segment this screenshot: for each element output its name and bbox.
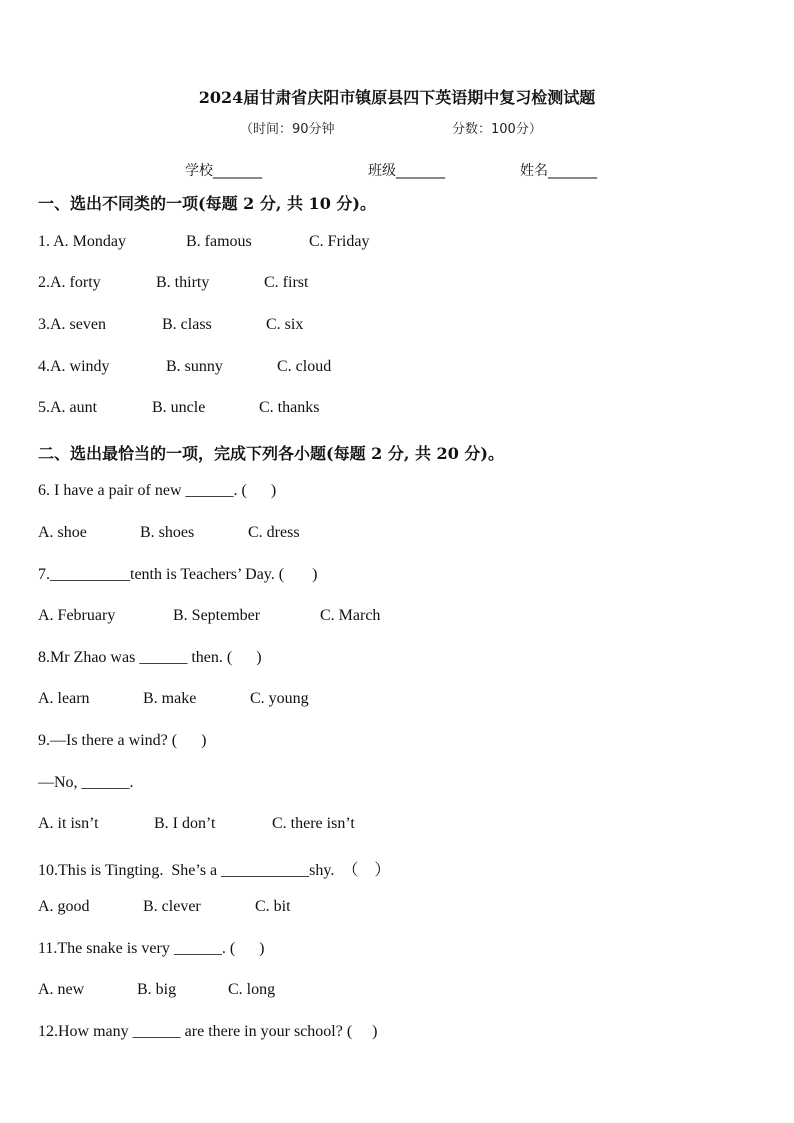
section1-heading: 一、选出不同类的一项(每题 2 分, 共 10 分)。 (38, 194, 376, 213)
question-11-c: C. long (228, 981, 276, 998)
page-title: 2024届甘肃省庆阳市镇原县四下英语期中复习检测试题 (198, 88, 596, 107)
question-10-stem: 10.This is Tingting. She’s a ___________shy. （ ） (38, 862, 391, 879)
question-1-a: 1. A. Monday (38, 233, 126, 250)
question-7-stem: 7.__________tenth is Teachers’ Day. ( ) (38, 566, 318, 583)
question-3-c: C. six (266, 316, 304, 333)
question-10-c: C. bit (255, 898, 291, 915)
question-10-b: B. clever (143, 898, 201, 915)
question-9-b: B. I don’t (154, 815, 216, 832)
name-field: 姓名_______ (520, 163, 597, 179)
question-2-c: C. first (264, 274, 309, 291)
question-9-a: A. it isn’t (38, 815, 99, 832)
question-5-c: C. thanks (259, 399, 320, 416)
question-6-stem: 6. I have a pair of new ______. ( ) (38, 482, 277, 499)
question-11-stem: 11.The snake is very ______. ( ) (38, 940, 265, 957)
school-field: 学校_______ (185, 163, 262, 179)
question-4-b: B. sunny (166, 358, 223, 375)
section2-heading: 二、选出最恰当的一项，完成下列各小题(每题 2 分, 共 20 分)。 (38, 444, 504, 463)
question-9-stem2: —No, ______. (38, 774, 134, 791)
question-7-a: A. February (38, 607, 116, 624)
question-9-c: C. there isn’t (272, 815, 355, 832)
question-12-stem: 12.How many ______ are there in your school? ( ) (38, 1023, 378, 1040)
question-1-c: C. Friday (309, 233, 370, 250)
question-8-stem: 8.Mr Zhao was ______ then. ( ) (38, 649, 262, 666)
question-8-a: A. learn (38, 690, 90, 707)
question-4-c: C. cloud (277, 358, 332, 375)
question-7-b: B. September (173, 607, 261, 624)
question-2-b: B. thirty (156, 274, 210, 291)
question-3-a: 3.A. seven (38, 316, 106, 333)
question-8-c: C. young (250, 690, 309, 707)
exam-score: 分数：100分） (452, 122, 542, 137)
question-5-b: B. uncle (152, 399, 206, 416)
question-6-a: A. shoe (38, 524, 87, 541)
class-field: 班级_______ (368, 163, 445, 179)
question-3-b: B. class (162, 316, 212, 333)
question-1-b: B. famous (186, 233, 252, 250)
question-8-b: B. make (143, 690, 197, 707)
question-7-c: C. March (320, 607, 381, 624)
question-5-a: 5.A. aunt (38, 399, 98, 416)
question-4-a: 4.A. windy (38, 358, 110, 375)
question-6-c: C. dress (248, 524, 300, 541)
question-9-stem: 9.—Is there a wind? ( ) (38, 732, 207, 749)
question-2-a: 2.A. forty (38, 274, 101, 291)
question-11-a: A. new (38, 981, 85, 998)
question-10-a: A. good (38, 898, 90, 915)
exam-time: （时间：90分钟 (240, 122, 335, 137)
question-6-b: B. shoes (140, 524, 195, 541)
question-11-b: B. big (137, 981, 177, 998)
